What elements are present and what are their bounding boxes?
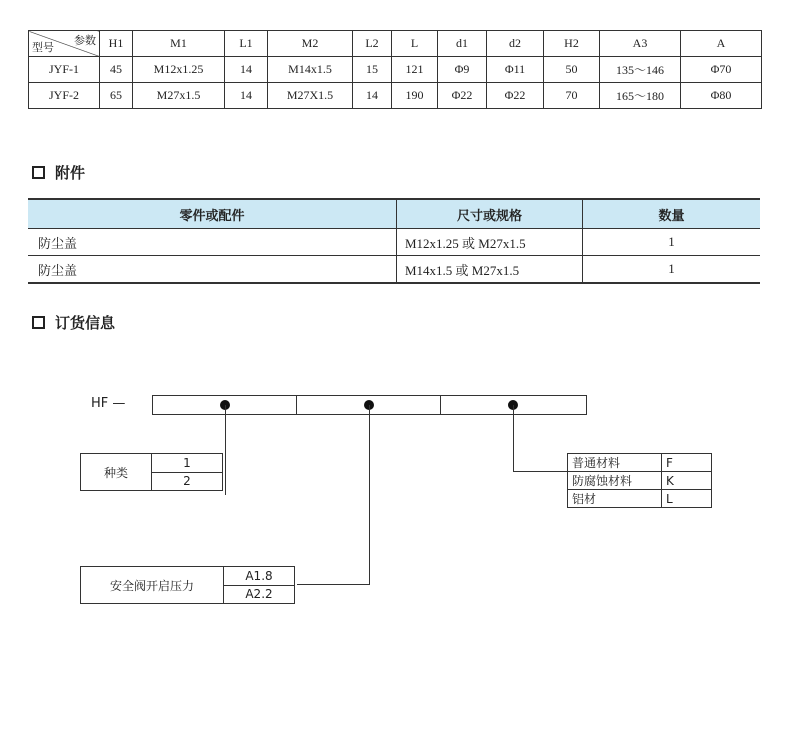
header-a3: A3 (600, 31, 681, 57)
cell-l: 190 (392, 83, 438, 109)
cell-spec: M12x1.25 或 M27x1.5 (397, 229, 583, 256)
cell-h1: 65 (100, 83, 133, 109)
material-name: 铝材 (568, 490, 662, 508)
header-l1: L1 (225, 31, 268, 57)
accessories-table (28, 198, 760, 284)
cell-l2: 14 (353, 83, 392, 109)
header-part: 零件或配件 (28, 199, 397, 229)
header-spec: 尺寸或规格 (397, 199, 583, 229)
connector-line (513, 471, 567, 472)
header-qty: 数量 (583, 199, 761, 229)
cell-m1: M12x1.25 (133, 57, 225, 83)
table-row (568, 454, 712, 472)
pressure-option: A2.2 (224, 585, 295, 604)
cell-l1: 14 (225, 57, 268, 83)
cell-m1: M27x1.5 (133, 83, 225, 109)
header-d1: d1 (438, 31, 487, 57)
cell-part: 防尘盖 (28, 229, 397, 256)
corner-model-label: 型号 (32, 41, 54, 54)
cell-d1: Φ22 (438, 83, 487, 109)
header-h1: H1 (100, 31, 133, 57)
connector-line (369, 405, 370, 585)
header-l2: L2 (353, 31, 392, 57)
connector-line (513, 405, 514, 471)
type-option: 1 (152, 454, 223, 473)
table-row (28, 256, 760, 284)
order-prefix: HF — (91, 396, 126, 411)
cell-l: 121 (392, 57, 438, 83)
ordering-title: 订货信息 (55, 314, 116, 332)
cell-a: Φ80 (681, 83, 762, 109)
header-l: L (392, 31, 438, 57)
cell-d2: Φ22 (487, 83, 544, 109)
cell-m2: M27X1.5 (268, 83, 353, 109)
pressure-options-table (80, 566, 295, 604)
pressure-option: A1.8 (224, 567, 295, 586)
header-a: A (681, 31, 762, 57)
material-code: K (662, 472, 712, 490)
spec-corner-cell (29, 31, 100, 57)
table-row (568, 490, 712, 508)
square-bullet-icon (32, 316, 45, 329)
cell-a3: 165～180 (600, 83, 681, 109)
connector-line (225, 405, 226, 495)
cell-m2: M14x1.5 (268, 57, 353, 83)
pressure-label: 安全阀开启压力 (81, 567, 224, 604)
accessories-heading (32, 162, 85, 183)
table-row (81, 567, 295, 586)
corner-param-label: 参数 (74, 34, 96, 47)
material-options-table (567, 453, 712, 508)
cell-l1: 14 (225, 83, 268, 109)
cell-d2: Φ11 (487, 57, 544, 83)
ordering-heading (32, 312, 115, 333)
material-name: 防腐蚀材料 (568, 472, 662, 490)
accessories-header-row (28, 199, 760, 229)
cell-qty: 1 (583, 229, 761, 256)
header-h2: H2 (544, 31, 600, 57)
square-bullet-icon (32, 166, 45, 179)
type-label: 种类 (81, 454, 152, 491)
table-row (81, 454, 223, 473)
material-name: 普通材料 (568, 454, 662, 472)
type-options-table (80, 453, 223, 491)
cell-model: JYF-2 (29, 83, 100, 109)
header-m2: M2 (268, 31, 353, 57)
table-row (29, 83, 762, 109)
cell-a: Φ70 (681, 57, 762, 83)
connector-line (297, 584, 369, 585)
type-option: 2 (152, 472, 223, 491)
header-d2: d2 (487, 31, 544, 57)
table-row (29, 57, 762, 83)
cell-h2: 70 (544, 83, 600, 109)
spec-table (28, 30, 762, 109)
cell-spec: M14x1.5 或 M27x1.5 (397, 256, 583, 284)
cell-part: 防尘盖 (28, 256, 397, 284)
spec-header-row (29, 31, 762, 57)
accessories-title: 附件 (55, 164, 86, 182)
cell-l2: 15 (353, 57, 392, 83)
cell-a3: 135～146 (600, 57, 681, 83)
cell-h2: 50 (544, 57, 600, 83)
cell-model: JYF-1 (29, 57, 100, 83)
cell-d1: Φ9 (438, 57, 487, 83)
cell-qty: 1 (583, 256, 761, 284)
material-code: F (662, 454, 712, 472)
header-m1: M1 (133, 31, 225, 57)
material-code: L (662, 490, 712, 508)
table-row (568, 472, 712, 490)
cell-h1: 45 (100, 57, 133, 83)
table-row (28, 229, 760, 256)
